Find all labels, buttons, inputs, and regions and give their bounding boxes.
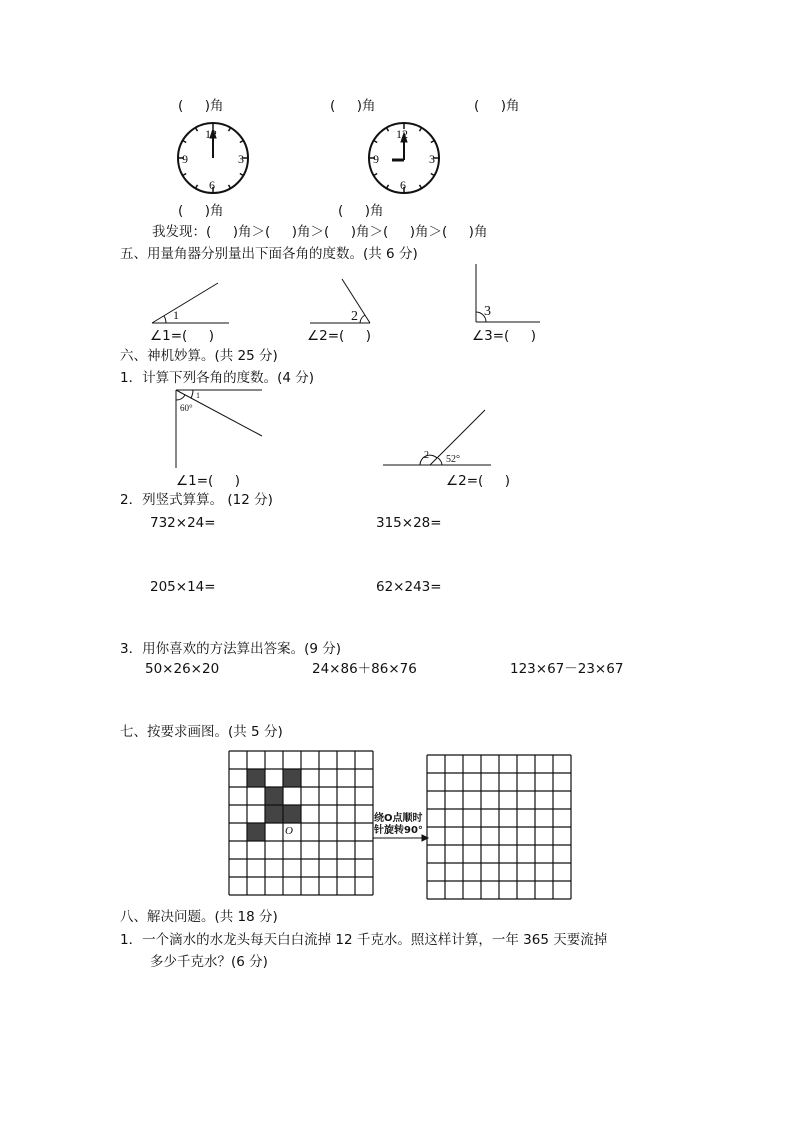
clock-number: 3 [429,152,435,166]
q2-title: 2．列竖式算算。 (12 分) [120,492,273,508]
clock-tick [420,128,422,131]
problem-1-line-1: 1．一个滴水的水龙头每天白白流掉 12 千克水。照这样计算，一年 365 天要流掉 [120,932,608,948]
clock-number: 6 [400,178,406,192]
calc-angle-1-answer: ∠1=( ) [176,473,240,489]
angle-3-answer: ∠3=( ) [472,328,536,344]
clock-blank: ( )角 [178,203,224,219]
shaded-cell [247,823,265,841]
clock-blank: ( )角 [330,98,376,114]
calc-item: 50×26×20 [145,661,220,677]
angle-2-figure [310,279,370,323]
arrow-text: 针旋转90° [374,825,423,836]
clock-tick [196,128,198,131]
calc-figure-2 [383,410,491,465]
shaded-cell [265,805,283,823]
clock-number: 9 [373,152,379,166]
clock-blank: ( )角 [178,98,224,114]
calc-item: 315×28= [376,515,442,531]
q3-title: 3．用你喜欢的方法算出答案。(9 分) [120,641,342,657]
angle-2-answer: ∠2=( ) [307,328,371,344]
clock-tick [374,141,377,143]
angle-mark: 2 [351,309,358,324]
clock-number: 9 [182,152,188,166]
point-o-label: O [285,825,293,837]
angle-label: 2 [424,450,429,461]
discovery-line: 我发现：( )角＞( )角＞( )角＞( )角＞( )角 [152,224,488,240]
clock-blank: ( )角 [474,98,520,114]
clock-tick [240,174,243,176]
angle-label: 52° [446,454,460,465]
grid-original [229,751,373,895]
section-8-title: 八、解决问题。(共 18 分) [120,909,278,925]
clock-blank: ( )角 [338,203,384,219]
section-7-title: 七、按要求画图。(共 5 分) [120,724,283,740]
shaded-cell [265,787,283,805]
angle-1-answer: ∠1=( ) [150,328,214,344]
shaded-cell [283,805,301,823]
clock-tick [420,185,422,188]
clock-tick [387,185,389,188]
shaded-cell [283,769,301,787]
shaded-cell [247,769,265,787]
calc-item: 123×67－23×67 [510,661,624,677]
calc-angle-2-answer: ∠2=( ) [446,473,510,489]
angle-label: 60° [180,403,193,413]
clock-tick [431,141,434,143]
clock-tick [240,141,243,143]
clock-tick [196,185,198,188]
clock-tick [183,174,186,176]
arrow-text: 绕O点顺时 [374,813,423,824]
calc-item: 732×24= [150,515,216,531]
clock-tick [374,174,377,176]
clock-tick [183,141,186,143]
grid-answer[interactable] [427,755,571,899]
section-6-title: 六、神机妙算。(共 25 分) [120,348,278,364]
clock-number: 3 [238,152,244,166]
angle-mark: 1 [173,308,179,322]
calc-item: 62×243= [376,579,442,595]
q1-title: 1．计算下列各角的度数。(4 分) [120,370,315,386]
clock-tick [229,128,231,131]
angle-1-figure [152,283,229,323]
calc-item: 205×14= [150,579,216,595]
clock-number: 12 [205,127,217,141]
clock-number: 6 [209,178,215,192]
section-5-title: 五、用量角器分别量出下面各角的度数。(共 6 分) [120,246,418,262]
clock-tick [387,128,389,131]
clock-tick [229,185,231,188]
clock-number: 12 [396,127,408,141]
angle-mark: 3 [484,304,491,319]
angle-label: 1 [196,391,200,400]
calc-item: 24×86＋86×76 [312,661,417,677]
clock-tick [431,174,434,176]
problem-1-line-2: 多少千克水？(6 分) [150,954,268,970]
